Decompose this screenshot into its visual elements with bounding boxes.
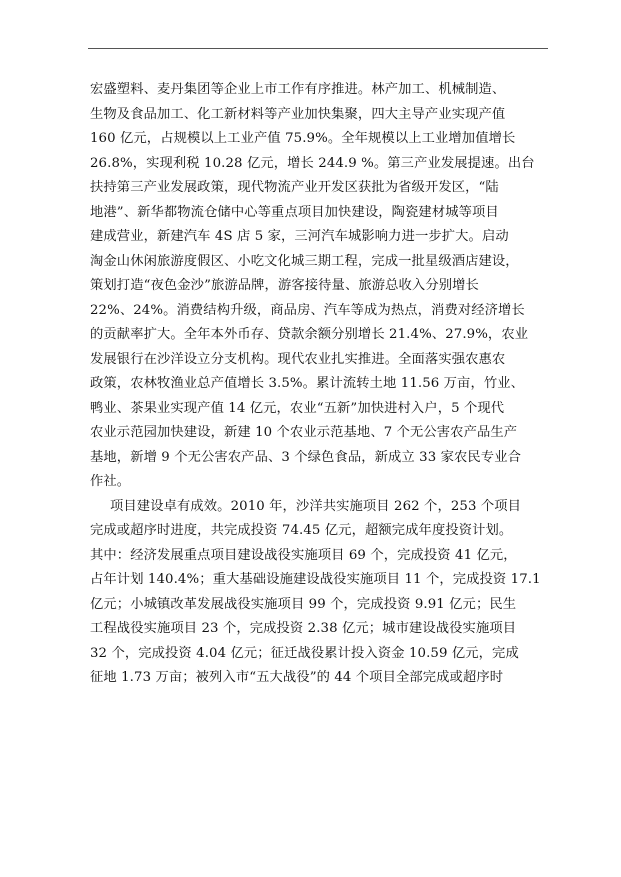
text-line: 策划打造“夜色金沙”旅游品牌，游客接待量、旅游总收入分别增长 xyxy=(90,278,479,293)
text-line: 160 亿元，占规模以上工业产值 75.9%。全年规模以上工业增加值增长 xyxy=(90,131,516,146)
text-line: 农业示范园加快建设，新建 10 个农业示范基地、7 个无公害农产品生产 xyxy=(90,425,518,440)
text-line: 鸭业、茶果业实现产值 14 亿元，农业“五新”加快进村入户，5 个现代 xyxy=(90,400,505,416)
text-line: 占年计划 140.4%；重大基础设施建设战役实施项目 11 个，完成投资 17.1 xyxy=(90,572,541,587)
text-line: 完成或超序时进度，共完成投资 74.45 亿元，超额完成年度投资计划。 xyxy=(90,523,513,538)
paragraph-2 xyxy=(90,495,542,691)
text-line: 32 个，完成投资 4.04 亿元；征迁战役累计投入资金 10.59 亿元，完成 xyxy=(90,645,519,661)
text-line: 扶持第三产业发展政策，现代物流产业开发区获批为省级开发区，“陆 xyxy=(90,180,499,195)
text-line: 亿元；小城镇改革发展战役实施项目 99 个，完成投资 9.91 亿元；民生 xyxy=(90,596,517,612)
text-line: 地港”、新华都物流仓储中心等重点项目加快建设，陶瓷建材城等项目 xyxy=(90,204,499,220)
text-line: 项目建设卓有成效。2010 年，沙洋共实施项目 262 个，253 个项目 xyxy=(110,498,522,514)
text-line: 的贡献率扩大。全年本外币存、贷款余额分别增长 21.4%、27.9%，农业 xyxy=(90,327,529,342)
text-line: 22%、24%。消费结构升级，商品房、汽车等成为热点，消费对经济增长 xyxy=(90,302,525,318)
text-line: 建成营业，新建汽车 4S 店 5 家，三河汽车城影响力进一步扩大。启动 xyxy=(90,229,509,244)
text-line: 基地，新增 9 个无公害农产品、3 个绿色食品，新成立 33 家农民专业合 xyxy=(90,449,521,465)
text-line: 其中：经济发展重点项目建设战役实施项目 69 个，完成投资 41 亿元， xyxy=(90,547,517,563)
text-line: 政策，农林牧渔业总产值增长 3.5%。累计流转土地 11.56 万亩，竹业、 xyxy=(90,376,525,391)
text-line: 征地 1.73 万亩；被列入市“五大战役”的 44 个项目全部完成或超序时 xyxy=(90,670,504,685)
text-line: 生物及食品加工、化工新材料等产业加快集聚，四大主导产业实现产值 xyxy=(90,106,506,122)
text-line: 发展银行在沙洋设立分支机构。现代农业扎实推进。全面落实强农惠农 xyxy=(90,351,506,367)
document-body xyxy=(90,78,542,691)
paragraph-1 xyxy=(90,78,542,495)
text-line: 作社。 xyxy=(90,474,131,489)
text-line: 宏盛塑料、麦丹集团等企业上市工作有序推进。林产加工、机械制造、 xyxy=(90,82,506,97)
text-line: 工程战役实施项目 23 个，完成投资 2.38 亿元；城市建设战役实施项目 xyxy=(90,621,517,636)
header-rule xyxy=(88,48,548,49)
text-line: 26.8%，实现利税 10.28 亿元，增长 244.9 %。第三产业发展提速。出台 xyxy=(90,155,535,171)
text-line: 淘金山休闲旅游度假区、小吃文化城三期工程，完成一批星级酒店建设， xyxy=(90,253,519,269)
